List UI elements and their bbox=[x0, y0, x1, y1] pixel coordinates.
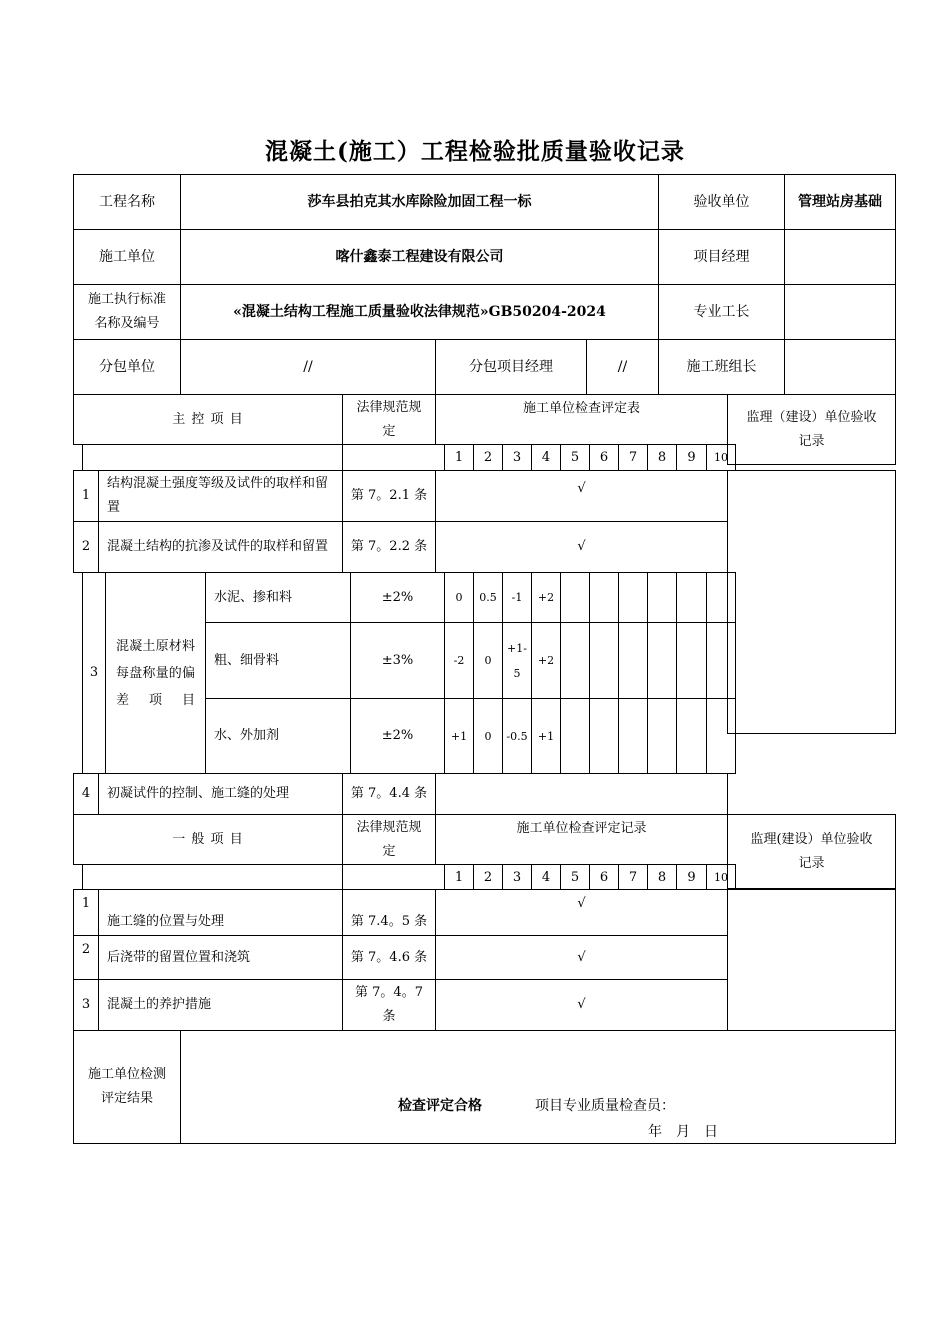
item4-spec: 第 7。4.4 条 bbox=[342, 773, 436, 815]
item3-name bbox=[105, 572, 206, 774]
gen3-no: 3 bbox=[73, 979, 99, 1031]
general-col-5: 5 bbox=[560, 864, 590, 890]
row3c-v2: 0 bbox=[473, 698, 503, 774]
project-manager-label: 项目经理 bbox=[658, 229, 785, 285]
subcontractor-value: // bbox=[180, 339, 436, 395]
main-col-1: 1 bbox=[444, 444, 474, 471]
gen1-result: √ bbox=[435, 889, 728, 936]
row3c-v10 bbox=[706, 698, 736, 774]
item1-spec: 第 7。2.1 条 bbox=[342, 470, 436, 522]
row3c-v6 bbox=[589, 698, 619, 774]
footer-label: 施工单位检测评定结果 bbox=[73, 1030, 181, 1144]
general-supervision-heading: 监理(建设）单位验收记录 bbox=[727, 814, 896, 889]
general-col-6: 6 bbox=[589, 864, 619, 890]
row3c-v9 bbox=[676, 698, 707, 774]
item1-result: √ bbox=[435, 470, 728, 522]
standard-value: «混凝土结构工程施工质量验收法律规范»GB50204-2024 bbox=[180, 284, 659, 340]
footer-inspector: 项目专业质量检查员： bbox=[535, 1098, 675, 1114]
team-leader-label: 施工班组长 bbox=[658, 339, 785, 395]
row3a-v3: -1 bbox=[502, 572, 532, 623]
footer-date: 年 月 日 bbox=[648, 1124, 718, 1140]
item2-no: 2 bbox=[73, 521, 99, 573]
main-col-3: 3 bbox=[502, 444, 532, 471]
row3b-v5 bbox=[560, 622, 590, 699]
row3a-v8 bbox=[647, 572, 677, 623]
project-name-label: 工程名称 bbox=[73, 174, 181, 230]
row3c-name: 水、外加剂 bbox=[205, 698, 351, 774]
construction-unit: 喀什鑫泰工程建设有限公司 bbox=[180, 229, 659, 285]
main-col-8: 8 bbox=[647, 444, 677, 471]
row3b-v6 bbox=[589, 622, 619, 699]
row3c-v3: -0.5 bbox=[502, 698, 532, 774]
footer-result-cell bbox=[180, 1030, 896, 1144]
main-col-blank bbox=[82, 444, 343, 471]
construction-unit-label: 施工单位 bbox=[73, 229, 181, 285]
general-col-blank-2 bbox=[342, 864, 445, 890]
main-supervision-record bbox=[727, 470, 896, 734]
row3c-v5 bbox=[560, 698, 590, 774]
general-supervision-record bbox=[727, 889, 896, 1031]
row3b-v10 bbox=[706, 622, 736, 699]
gen3-name: 混凝土的养护措施 bbox=[98, 979, 343, 1031]
foreman-value bbox=[784, 284, 896, 340]
row3b-v3: +1-5 bbox=[502, 622, 532, 699]
row3a-v6 bbox=[589, 572, 619, 623]
main-spec-heading: 法律规范规定 bbox=[342, 394, 436, 445]
item3-no: 3 bbox=[82, 572, 106, 774]
item4-result bbox=[435, 773, 728, 815]
standard-label: 施工执行标准名称及编号 bbox=[73, 284, 181, 340]
foreman-label: 专业工长 bbox=[658, 284, 785, 340]
gen1-spec: 第 7.4。5 条 bbox=[342, 889, 436, 936]
project-manager-value bbox=[784, 229, 896, 285]
row3c-v1: +1 bbox=[444, 698, 474, 774]
main-col-9: 9 bbox=[676, 444, 707, 471]
row3a-name: 水泥、掺和料 bbox=[205, 572, 351, 623]
main-control-heading: 主 控 项 目 bbox=[73, 394, 343, 445]
row3b-v1: -2 bbox=[444, 622, 474, 699]
general-col-3: 3 bbox=[502, 864, 532, 890]
row3c-v4: +1 bbox=[531, 698, 561, 774]
gen2-name: 后浇带的留置位置和浇筑 bbox=[98, 935, 343, 980]
main-supervision-heading: 监理（建设）单位验收记录 bbox=[727, 394, 896, 465]
general-col-4: 4 bbox=[531, 864, 561, 890]
general-col-8: 8 bbox=[647, 864, 677, 890]
row3b-name: 粗、细骨料 bbox=[205, 622, 351, 699]
row3a-v5 bbox=[560, 572, 590, 623]
row3a-v2: 0.5 bbox=[473, 572, 503, 623]
row3a-v4: +2 bbox=[531, 572, 561, 623]
gen1-no: 1 bbox=[73, 889, 99, 936]
page-title: 混凝土(施工）工程检验批质量验收记录 bbox=[265, 138, 685, 165]
footer-conclusion: 检查评定合格 bbox=[398, 1098, 482, 1114]
row3c-spec: ±2% bbox=[350, 698, 445, 774]
general-spec-heading: 法律规范规定 bbox=[342, 814, 436, 865]
row3b-spec: ±3% bbox=[350, 622, 445, 699]
main-col-6: 6 bbox=[589, 444, 619, 471]
general-col-10: 10 bbox=[706, 864, 736, 890]
item3-name-text: 混凝土原材料每盘称量的偏差项目 bbox=[116, 638, 195, 708]
row3a-v9 bbox=[676, 572, 707, 623]
item4-no: 4 bbox=[73, 773, 99, 815]
row3c-v8 bbox=[647, 698, 677, 774]
gen1-name: 施工缝的位置与处理 bbox=[98, 889, 343, 936]
gen2-result: √ bbox=[435, 935, 728, 980]
general-col-blank bbox=[82, 864, 343, 890]
item2-result: √ bbox=[435, 521, 728, 573]
main-col-7: 7 bbox=[618, 444, 648, 471]
general-col-2: 2 bbox=[473, 864, 503, 890]
sub-pm-label: 分包项目经理 bbox=[435, 339, 587, 395]
general-col-7: 7 bbox=[618, 864, 648, 890]
gen3-spec: 第 7。4。7 条 bbox=[342, 979, 436, 1031]
sub-pm-value: // bbox=[586, 339, 659, 395]
main-col-5: 5 bbox=[560, 444, 590, 471]
item1-no: 1 bbox=[73, 470, 99, 522]
row3a-v10 bbox=[706, 572, 736, 623]
general-col-1: 1 bbox=[444, 864, 474, 890]
main-col-10: 10 bbox=[706, 444, 736, 471]
item2-name: 混凝土结构的抗渗及试件的取样和留置 bbox=[98, 521, 343, 573]
row3b-v2: 0 bbox=[473, 622, 503, 699]
general-check-heading: 施工单位检查评定记录 bbox=[435, 814, 728, 865]
acceptance-unit-label: 验收单位 bbox=[658, 174, 785, 230]
item4-name: 初凝试件的控制、施工缝的处理 bbox=[98, 773, 343, 815]
item2-spec: 第 7。2.2 条 bbox=[342, 521, 436, 573]
row3a-v7 bbox=[618, 572, 648, 623]
general-heading: 一 般 项 目 bbox=[73, 814, 343, 865]
general-col-9: 9 bbox=[676, 864, 707, 890]
row3b-v9 bbox=[676, 622, 707, 699]
row3b-v7 bbox=[618, 622, 648, 699]
gen2-no: 2 bbox=[73, 935, 99, 980]
team-leader-value bbox=[784, 339, 896, 395]
row3b-v8 bbox=[647, 622, 677, 699]
acceptance-unit: 管理站房基础 bbox=[784, 174, 896, 230]
item1-name: 结构混凝土强度等级及试件的取样和留置 bbox=[98, 470, 343, 522]
main-check-heading: 施工单位检查评定表 bbox=[435, 394, 728, 445]
gen3-result: √ bbox=[435, 979, 728, 1031]
main-col-blank-2 bbox=[342, 444, 445, 471]
main-col-4: 4 bbox=[531, 444, 561, 471]
row3a-spec: ±2% bbox=[350, 572, 445, 623]
main-col-2: 2 bbox=[473, 444, 503, 471]
row3c-v7 bbox=[618, 698, 648, 774]
subcontractor-label: 分包单位 bbox=[73, 339, 181, 395]
gen2-spec: 第 7。4.6 条 bbox=[342, 935, 436, 980]
project-name: 莎车县拍克其水库除险加固工程一标 bbox=[180, 174, 659, 230]
row3b-v4: +2 bbox=[531, 622, 561, 699]
row3a-v1: 0 bbox=[444, 572, 474, 623]
